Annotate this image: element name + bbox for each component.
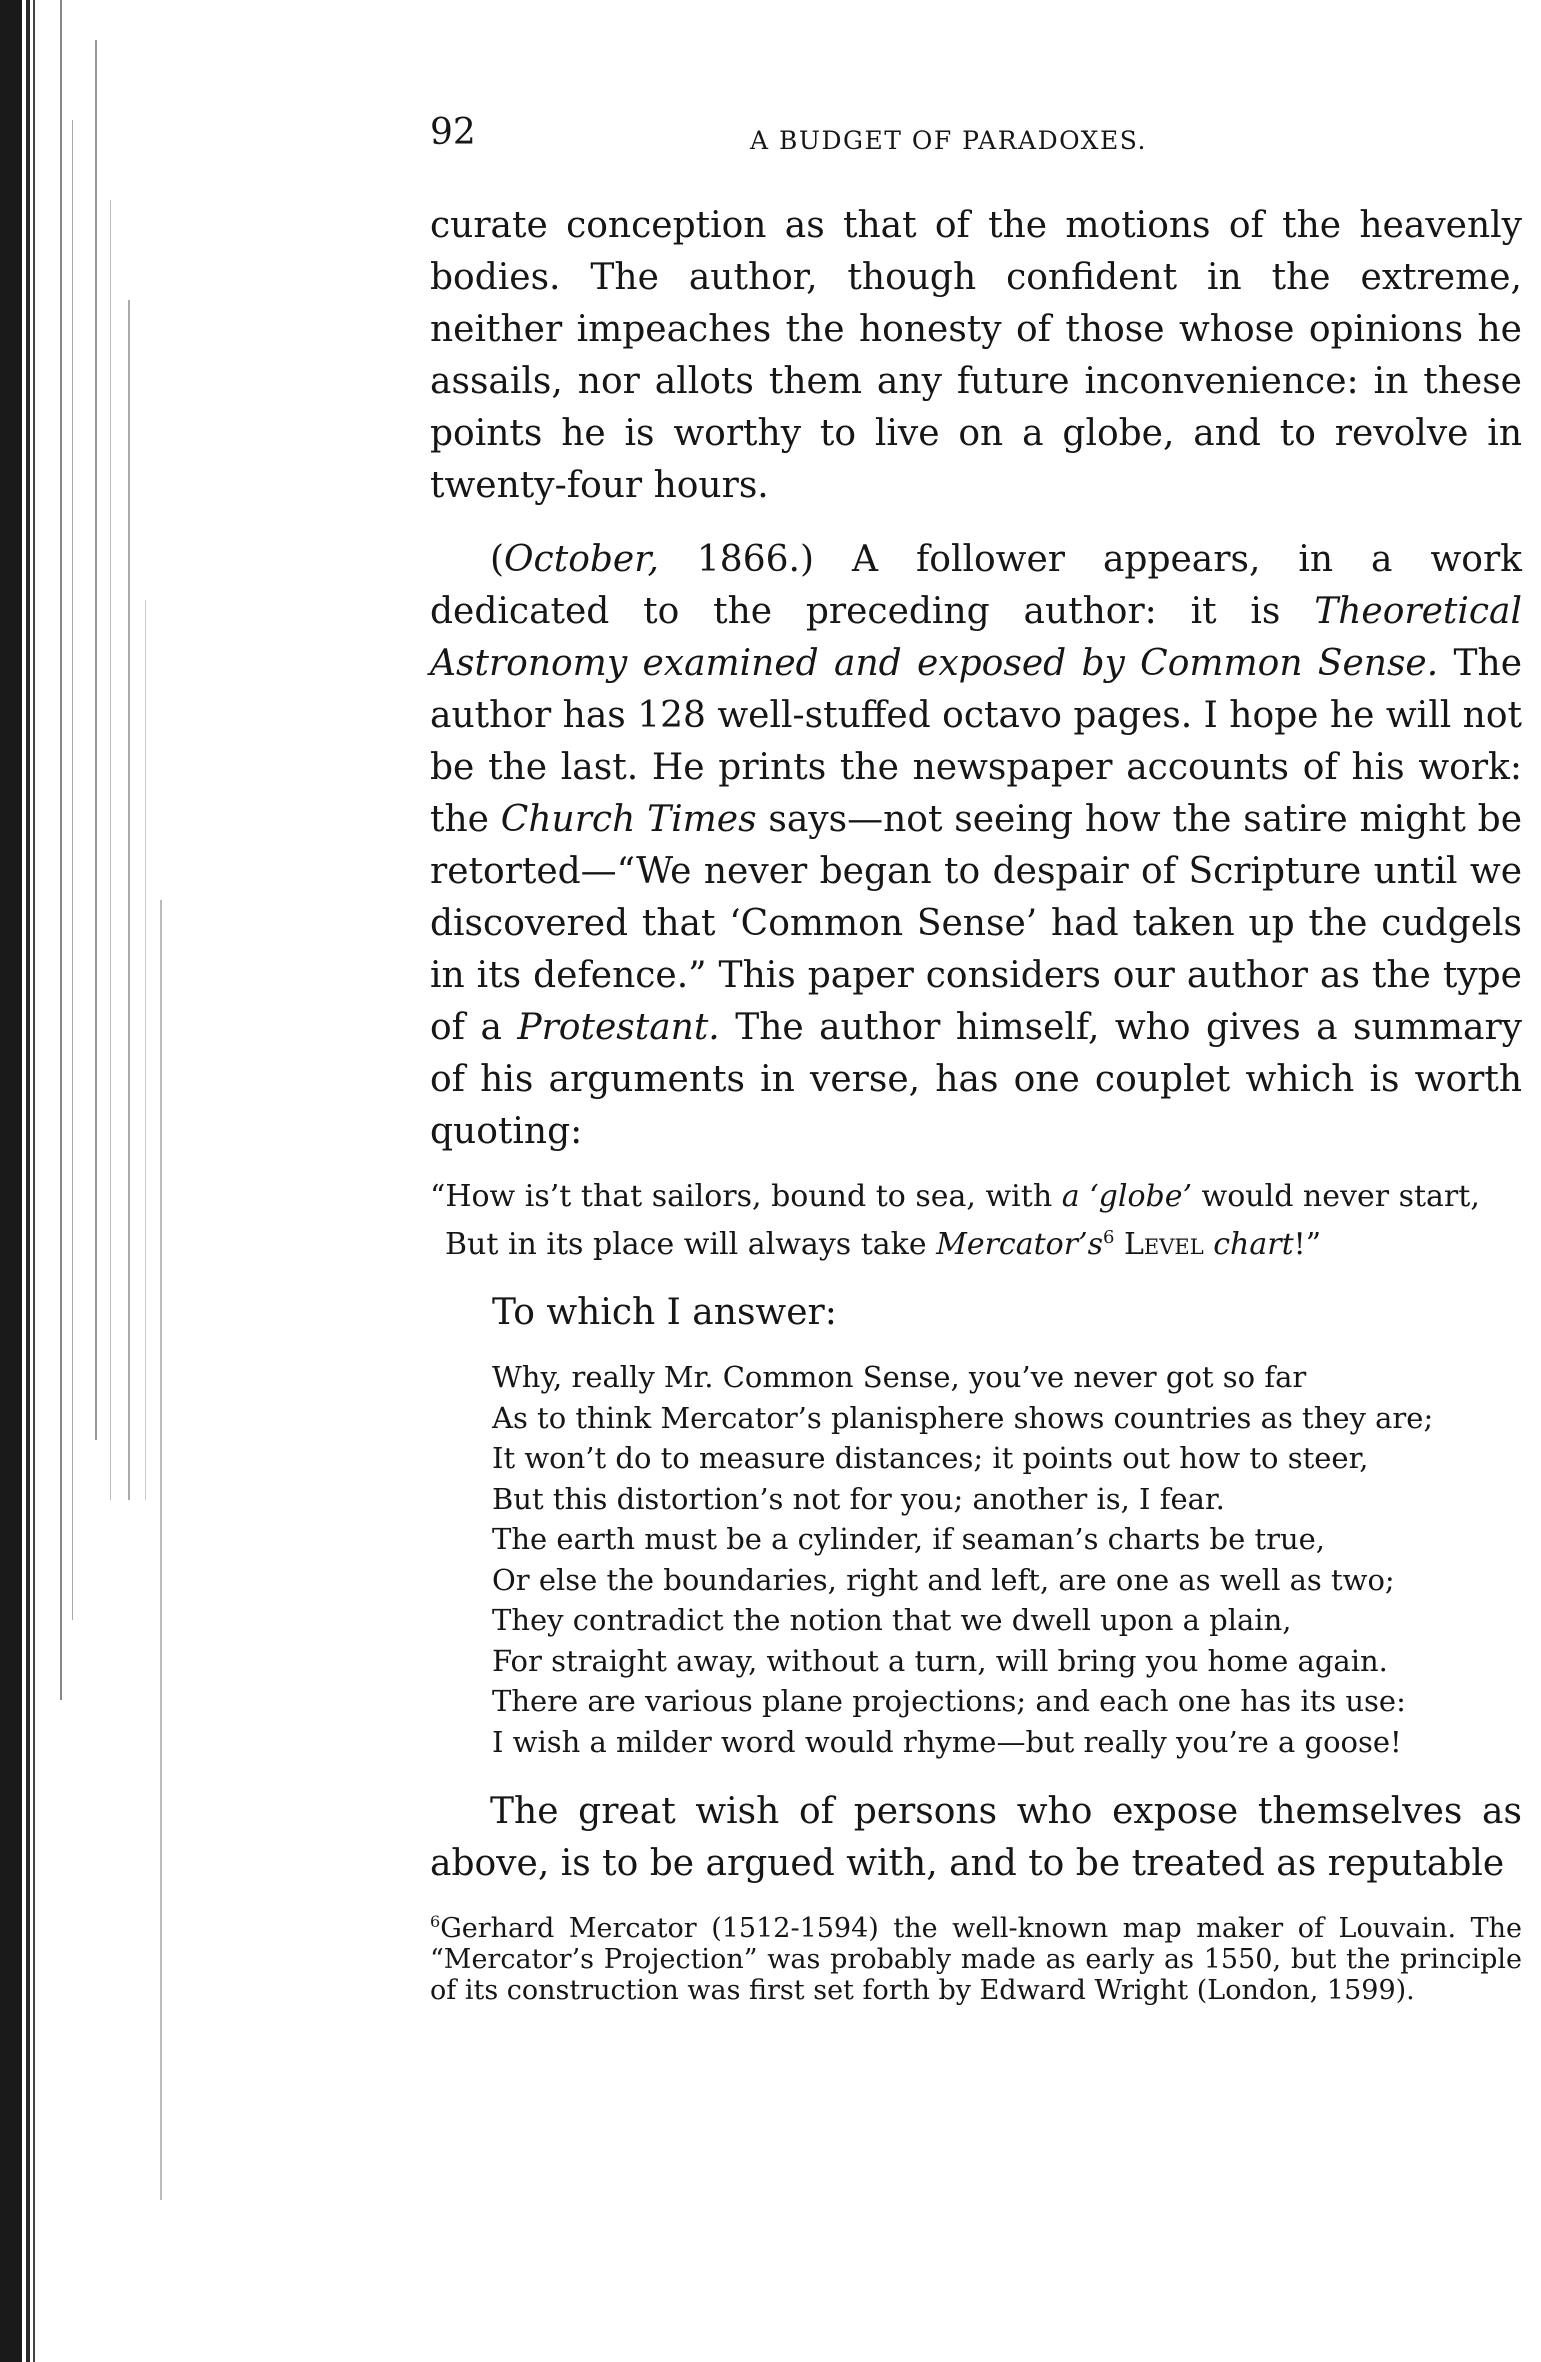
after-title: The author has 128 well-stuffed octavo pages. I hope he will not be the last. He prints the newspaper accounts of his work: the [430,643,1522,840]
poem-line: Why, really Mr. Common Sense, you’ve never got so far [492,1360,1307,1394]
quote-chart-word: chart [1213,1227,1294,1262]
quote-line-1-start: “How is’t that sailors, bound to sea, with [430,1179,1062,1214]
poem-line: The earth must be a cylinder, if seaman’s charts be true, [492,1522,1326,1556]
quote-line-1-end: would never start, [1192,1179,1480,1214]
newspaper-title: Church Times [500,799,757,840]
poem-line: For straight away, without a turn, will bring you home again. [492,1643,1388,1678]
quote-line-2-start: But in its place will always take [445,1227,937,1262]
binding-gutter-shadow [0,0,200,2362]
quote-line-2 [430,1217,1522,1265]
quote-line-2-italic: Mercator’s [936,1227,1103,1262]
protestant-word: Protestant. [517,1007,720,1048]
paragraph-1: curate conception as that of the motions of the heavenly bodies. The author, though confident in the extreme, neither impeaches the honesty of those whose opinions he assails, nor allots them any future inconvenience: in these points he is worthy to live on a globe, and to revolve in twenty-four hours. [430,205,1522,506]
poem-line: But this distortion’s not for you; another is, I fear. [492,1481,1225,1516]
running-title: A BUDGET OF PARADOXES. [750,126,1147,155]
poem-line: They contradict the notion that we dwell upon a plain, [492,1603,1292,1637]
after-newspaper: says—not seeing how the satire might be retorted—“We never began to despair of Scripture until we discovered that ‘Common Sense’ had taken up the cudgels in its defence.” This paper considers our author as the type of a [430,799,1523,1048]
quote-line-2-end: !” [1293,1227,1322,1262]
poem-line: It won’t do to measure distances; it points out how to steer, [492,1441,1369,1475]
answer-intro: To which I answer: [492,1292,837,1333]
footnote-reference: 6 [1103,1227,1115,1248]
quote-line-1 [430,1176,1522,1217]
book-title: Theoretical Astronomy examined and exposed by Common Sense. [430,591,1522,684]
paragraph-2: (October, 1866.) A follower appears, in a work dedicated to the preceding author: it is Theoretical Astronomy examined and exposed by Common Sense. The author has 128 well-stuffed octavo pages. I hope he will not be the last. He prints the newspaper accounts of his work: the Church Times says—not seeing how the satire might be retorted—“We never began to despair of Scripture until we discovered that ‘Common Sense’ had taken up the cudgels in its defence.” This paper considers our author as the type of a Protestant. The author himself, who gives a summary of his arguments in verse, has one couplet which is worth quoting: [430,539,1523,1152]
running-header [430,100,1522,175]
footnote [430,1906,1522,2006]
couplet-quotation [430,1176,1522,1265]
date-rest: 1866.) A follower appears, in a work dedicated to the preceding author: it is [430,539,1522,632]
paragraph-2-end: The author himself, who gives a summary of his arguments in verse, has one couplet which is worth quoting: [430,1007,1522,1152]
paragraph-3: The great wish of persons who expose themselves as above, is to be argued with, and to be treated as reputable [430,1791,1522,1884]
poem-line: As to think Mercator’s planisphere shows countries as they are; [492,1400,1434,1435]
poem-line: There are various plane projections; and each one has its use: [492,1684,1406,1718]
date-italic: October, [504,539,659,580]
book-page [430,100,1522,2006]
poem [492,1357,1522,1762]
poem-line: Or else the boundaries, right and left, are one as well as two; [492,1562,1395,1597]
quote-line-1-italic: a ‘globe’ [1061,1179,1192,1214]
poem-line: I wish a milder word would rhyme—but really you’re a goose! [492,1724,1402,1759]
page-number: 92 [430,112,476,153]
quote-level-word: Level [1124,1227,1204,1262]
footnote-marker: 6 [430,1912,441,1931]
footnote-text: Gerhard Mercator (1512-1594) the well-known map maker of Louvain. The “Mercator’s Projection” was probably made as early as 1550, but the principle of its construction was first set forth by Edward Wright (London, 1599). [430,1913,1522,2006]
